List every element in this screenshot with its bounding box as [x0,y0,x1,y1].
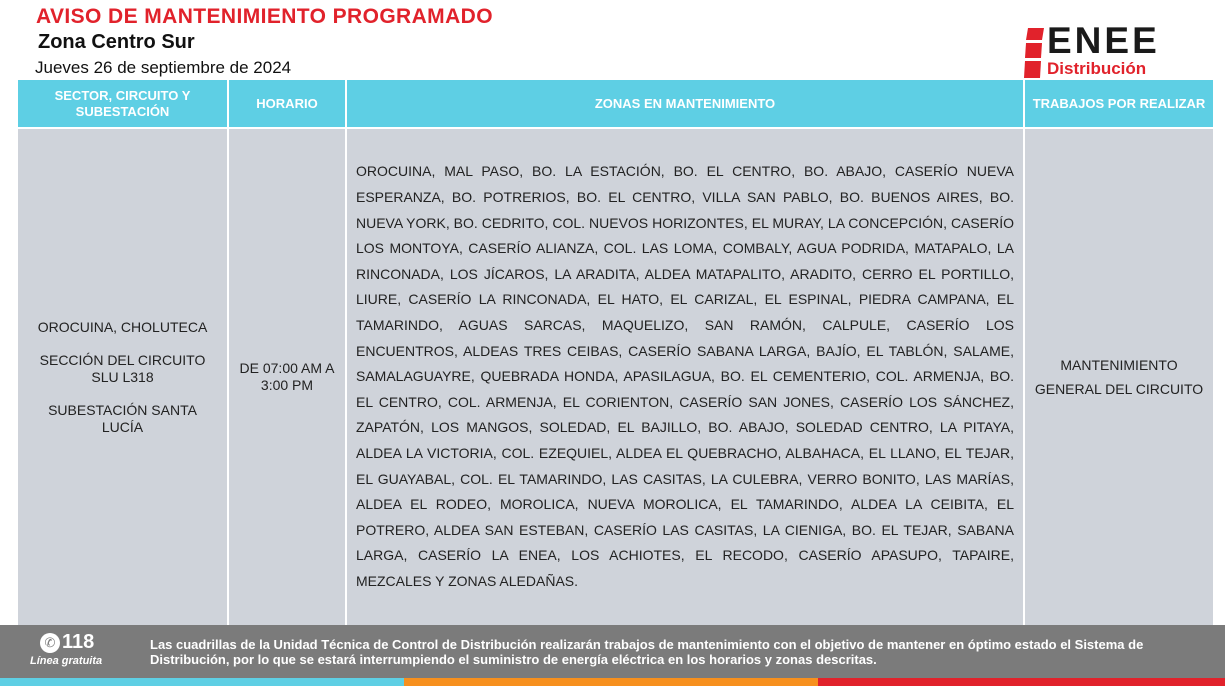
schedule-cell: DE 07:00 AM A 3:00 PM [228,129,346,625]
table-header-row [18,80,1213,127]
sector-cell [18,129,228,625]
logo-subtitle: Distribución [1047,59,1147,78]
enee-logo [1024,20,1196,80]
circuit-section: SECCIÓN DEL CIRCUITO SLU L318 [39,351,206,385]
notice-footer [0,625,1225,678]
column-header-zonas: ZONAS EN MANTENIMIENTO [346,80,1024,127]
table-row [18,129,1213,625]
sector-location: OROCUINA, CHOLUTECA [37,318,208,335]
work-cell: MANTENIMIENTO GENERAL DEL CIRCUITO [1024,129,1213,625]
stripe-cyan [0,678,404,686]
substation-name: SUBESTACIÓN SANTA LUCÍA [48,401,197,435]
stripe-red [818,678,1225,686]
enee-logo-mark-icon [1024,28,1044,78]
logo-wordmark: ENEE [1047,20,1160,61]
stripe-orange [404,678,818,686]
notice-date: Jueves 26 de septiembre de 2024 [35,58,292,77]
zone-name: Zona Centro Sur [38,31,195,53]
zones-cell: OROCUINA, MAL PASO, BO. LA ESTACIÓN, BO. EL CENTRO, BO. ABAJO, CASERÍO NUEVA ESPERANZA, BO. POTRERIOS, BO. EL CENTRO, VILLA SAN PABLO, BO. BUENOS AIRES, BO. NUEVA YORK, BO. CEDRITO, COL. NUEVOS HORIZONTES, EL MURAY, LA CONCEPCIÓN, CASERÍO LOS MONTOYA, CASERÍO ALIANZA, COL. LAS LOMA, COMBALY, AGUA PODRIDA, MATAPALO, LA RINCONADA, LOS JÍCAROS, LA ARADITA, ALDEA MATAPALITO, ARADITO, CERRO EL PORTILLO, LIURE, CASERÍO LA RINCONADA, EL HATO, EL CARIZAL, EL ESPINAL, PIEDRA CAMPANA, EL TAMARINDO, AGUAS SARCAS, MAQUELIZO, SAN RAMÓN, CALPULE, CASERÍO LOS ENCUENTROS, ALDEAS TRES CEIBAS, CASERÍO SABANA LARGA, BAJÍO, EL TABLÓN, SALAME, SAMALAGUAYRE, QUEBRADA HONDA, APASILAGUA, BO. EL CEMENTERIO, COL. ARMENJA, BO. EL CENTRO, COL. ARMENJA, EL CORIENTON, CASERÍO SAN JONES, CASERÍO LOS SÁNCHEZ, ZAPATÓN, LOS MANGOS, SOLEDAD, EL BAJILLO, BO. ABAJO, SOLEDAD CENTRO, LA PITAYA, ALDEA LA VICTORIA, COL. EZEQUIEL, ALDEA EL QUEBRACHO, ALBAHACA, EL LLANO, EL TEJAR, EL GUAYABAL, COL. EL TAMARINDO, LAS CASITAS, LA CULEBRA, VERRO BONITO, LAS MARÍAS, ALDEA EL RODEO, MOROLICA, NUEVA MOROLICA, EL TAMARINDO, ALDEA LA CEIBITA, EL POTRERO, ALDEA SAN ESTEBAN, CASERÍO LAS CASITAS, LA CIENIGA, BO. EL TEJAR, SABANA LARGA, CASERÍO LA ENEA, LOS ACHIOTES, EL RECODO, CASERÍO APASUPO, TAPAIRE, MEZCALES Y ZONAS ALEDAÑAS. [346,129,1024,625]
footer-notice-text: Las cuadrillas de la Unidad Técnica de Control de Distribución realizarán trabajos de mantenimiento con el objetivo de mantener en óptimo estado el Sistema de Distribución, por lo que se estará interrumpiendo el suministro de energía eléctrica en los horarios y zonas descritas. [150,637,1144,667]
hotline-number: 118 [62,631,95,653]
notice-title: AVISO DE MANTENIMIENTO PROGRAMADO [36,5,493,28]
maintenance-table [18,80,1213,625]
column-header-sector: SECTOR, CIRCUITO Y SUBESTACIÓN [18,80,228,127]
hotline-label: Línea gratuita [30,655,103,667]
notice-header [0,0,1225,80]
phone-icon: ✆ [40,633,60,653]
column-header-horario: HORARIO [228,80,346,127]
column-header-trabajos: TRABAJOS POR REALIZAR [1024,80,1213,127]
